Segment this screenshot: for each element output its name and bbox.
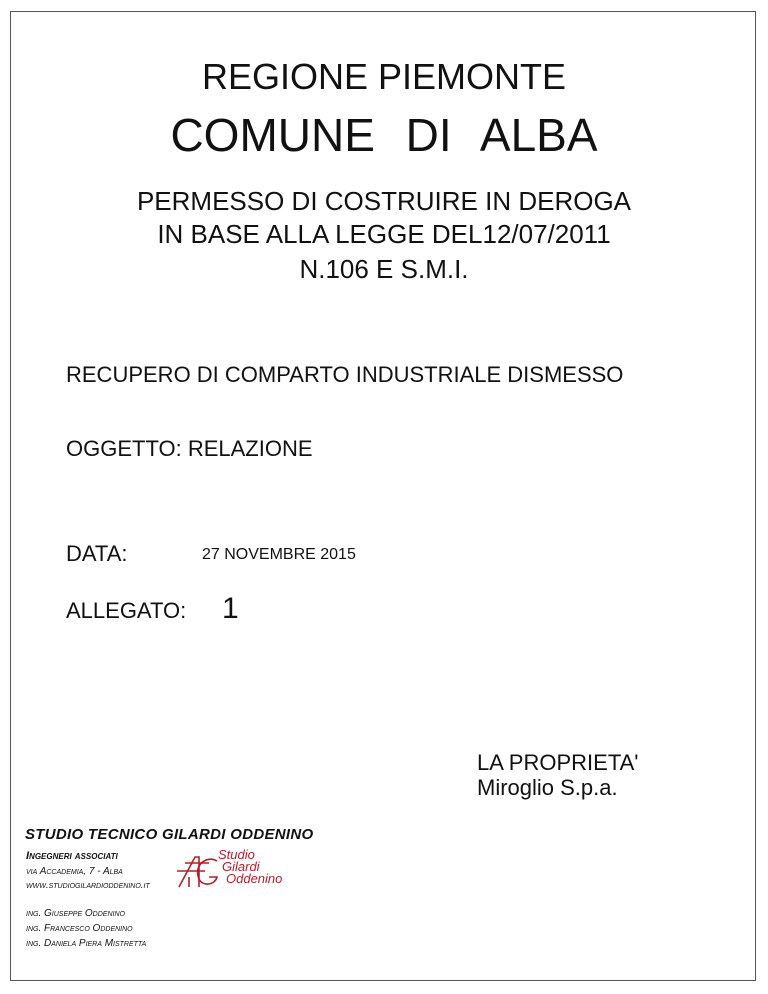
studio-website: www.studiogilardioddenino.it [26, 880, 150, 891]
permit-line-2: IN BASE ALLA LEGGE DEL12/07/2011 [157, 219, 611, 249]
owner-name: Miroglio S.p.a. [477, 775, 618, 800]
attachment-number: 1 [222, 592, 239, 625]
project-description: RECUPERO DI COMPARTO INDUSTRIALE DISMESSO [66, 362, 624, 387]
logo-text-line-2: Gilardi [222, 859, 260, 874]
permit-line-3: N.106 E S.M.I. [299, 254, 469, 284]
permit-line-1: PERMESSO DI COSTRUIRE IN DEROGA [136, 186, 632, 216]
engineer-name: ing. Giuseppe Oddenino [26, 908, 125, 919]
logo-text-line-1: Studio [218, 847, 255, 862]
attachment-label: ALLEGATO: [66, 598, 187, 623]
region-title: REGIONE PIEMONTE [201, 56, 567, 97]
studio-logo-icon [175, 851, 220, 889]
date-label: DATA: [66, 541, 128, 566]
owner-title: LA PROPRIETA' [477, 750, 639, 775]
studio-subtitle: Ingegneri associati [26, 850, 118, 862]
comune-title: COMUNE DI ALBA [170, 109, 598, 161]
engineer-name: ing. Daniela Piera Mistretta [26, 938, 147, 949]
logo-text-line-3: Oddenino [226, 871, 283, 886]
studio-address: via Accademia, 7 - Alba [26, 866, 123, 877]
date-value: 27 NOVEMBRE 2015 [202, 546, 356, 563]
project-subject: OGGETTO: RELAZIONE [66, 436, 313, 461]
studio-name: STUDIO TECNICO GILARDI ODDENINO [25, 826, 314, 843]
engineer-name: ing. Francesco Oddenino [26, 923, 133, 934]
